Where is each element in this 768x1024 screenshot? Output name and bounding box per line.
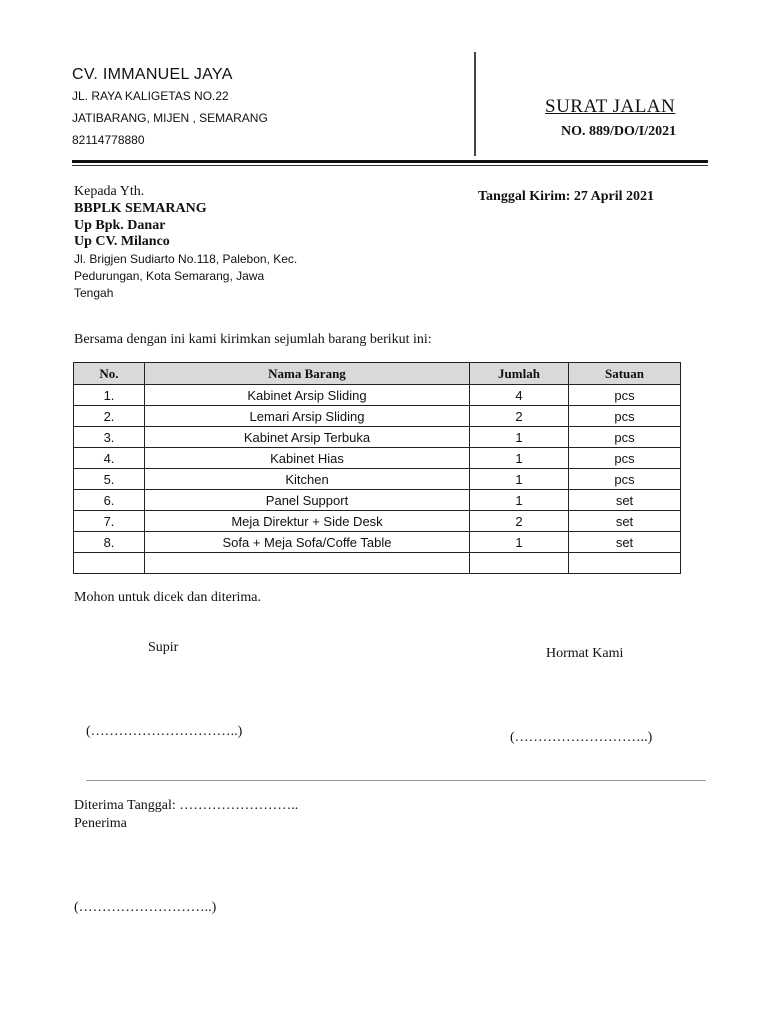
company-name: CV. IMMANUEL JAYA: [72, 66, 233, 83]
ship-date: Tanggal Kirim: 27 April 2021: [478, 189, 655, 204]
company-phone: 82114778880: [72, 133, 145, 147]
header-unit: Satuan: [569, 363, 681, 385]
receiver-signature-line: (………………………..): [74, 900, 217, 915]
cell-quantity: [470, 553, 569, 574]
table-row: [74, 448, 681, 469]
cell-quantity: 2: [470, 406, 569, 427]
table-row: [74, 406, 681, 427]
intro-text: Bersama dengan ini kami kirimkan sejumlah barang berikut ini:: [74, 332, 432, 347]
cell-quantity: 4: [470, 385, 569, 406]
closing-text: Mohon untuk dicek dan diterima.: [74, 590, 262, 605]
header-quantity: Jumlah: [470, 363, 569, 385]
cell-no: 2.: [74, 406, 145, 427]
table-row: [74, 427, 681, 448]
cell-no: 4.: [74, 448, 145, 469]
cell-quantity: 1: [470, 490, 569, 511]
cell-unit: pcs: [569, 385, 681, 406]
cell-no: [74, 553, 145, 574]
table-row: [74, 385, 681, 406]
cell-item-name: Sofa + Meja Sofa/Coffe Table: [145, 532, 470, 553]
cell-unit: pcs: [569, 427, 681, 448]
cell-unit: set: [569, 511, 681, 532]
recipient-attn2: Up CV. Milanco: [74, 234, 170, 249]
company-address-line2: JATIBARANG, MIJEN , SEMARANG: [72, 111, 268, 125]
cell-quantity: 1: [470, 532, 569, 553]
sender-signature-line: (………………………..): [510, 730, 653, 745]
cell-quantity: 1: [470, 448, 569, 469]
cell-no: 1.: [74, 385, 145, 406]
cell-unit: set: [569, 532, 681, 553]
header-item-name: Nama Barang: [145, 363, 470, 385]
header-no: No.: [74, 363, 145, 385]
items-table: [73, 362, 681, 574]
cell-item-name: Panel Support: [145, 490, 470, 511]
recipient-name: BBPLK SEMARANG: [74, 201, 207, 216]
cell-no: 3.: [74, 427, 145, 448]
cell-no: 7.: [74, 511, 145, 532]
header-rule-thick: [72, 160, 708, 163]
receiver-label: Penerima: [74, 816, 127, 831]
sender-label: Hormat Kami: [546, 646, 624, 661]
cell-no: 6.: [74, 490, 145, 511]
table-row: [74, 490, 681, 511]
table-row-empty: [74, 553, 681, 574]
driver-label: Supir: [148, 640, 179, 655]
company-address-line1: JL. RAYA KALIGETAS NO.22: [72, 89, 229, 103]
table-row: [74, 511, 681, 532]
cell-quantity: 1: [470, 469, 569, 490]
cell-item-name: Kabinet Arsip Sliding: [145, 385, 470, 406]
section-divider: [86, 780, 706, 781]
header-rule-thin: [72, 165, 708, 166]
received-date: Diterima Tanggal: ……………………..: [74, 798, 299, 813]
recipient-greeting: Kepada Yth.: [74, 184, 145, 199]
cell-item-name: Kabinet Hias: [145, 448, 470, 469]
cell-item-name: [145, 553, 470, 574]
cell-unit: set: [569, 490, 681, 511]
table-row: [74, 469, 681, 490]
cell-item-name: Lemari Arsip Sliding: [145, 406, 470, 427]
cell-quantity: 2: [470, 511, 569, 532]
recipient-address-line1: Jl. Brigjen Sudiarto No.118, Palebon, Kec.: [74, 252, 298, 266]
document-title: SURAT JALAN: [545, 96, 676, 117]
cell-unit: pcs: [569, 469, 681, 490]
document-number: NO. 889/DO/I/2021: [561, 124, 677, 139]
recipient-address-line2: Pedurungan, Kota Semarang, Jawa: [74, 269, 265, 283]
cell-no: 5.: [74, 469, 145, 490]
cell-quantity: 1: [470, 427, 569, 448]
cell-unit: pcs: [569, 406, 681, 427]
recipient-attn1: Up Bpk. Danar: [74, 218, 166, 233]
driver-signature-line: (…………………………..): [86, 724, 243, 739]
table-row: [74, 532, 681, 553]
cell-no: 8.: [74, 532, 145, 553]
recipient-address-line3: Tengah: [74, 286, 114, 300]
cell-unit: [569, 553, 681, 574]
cell-item-name: Kitchen: [145, 469, 470, 490]
table-header-row: [74, 363, 681, 385]
cell-item-name: Kabinet Arsip Terbuka: [145, 427, 470, 448]
header-divider: [474, 52, 476, 156]
cell-unit: pcs: [569, 448, 681, 469]
cell-item-name: Meja Direktur + Side Desk: [145, 511, 470, 532]
